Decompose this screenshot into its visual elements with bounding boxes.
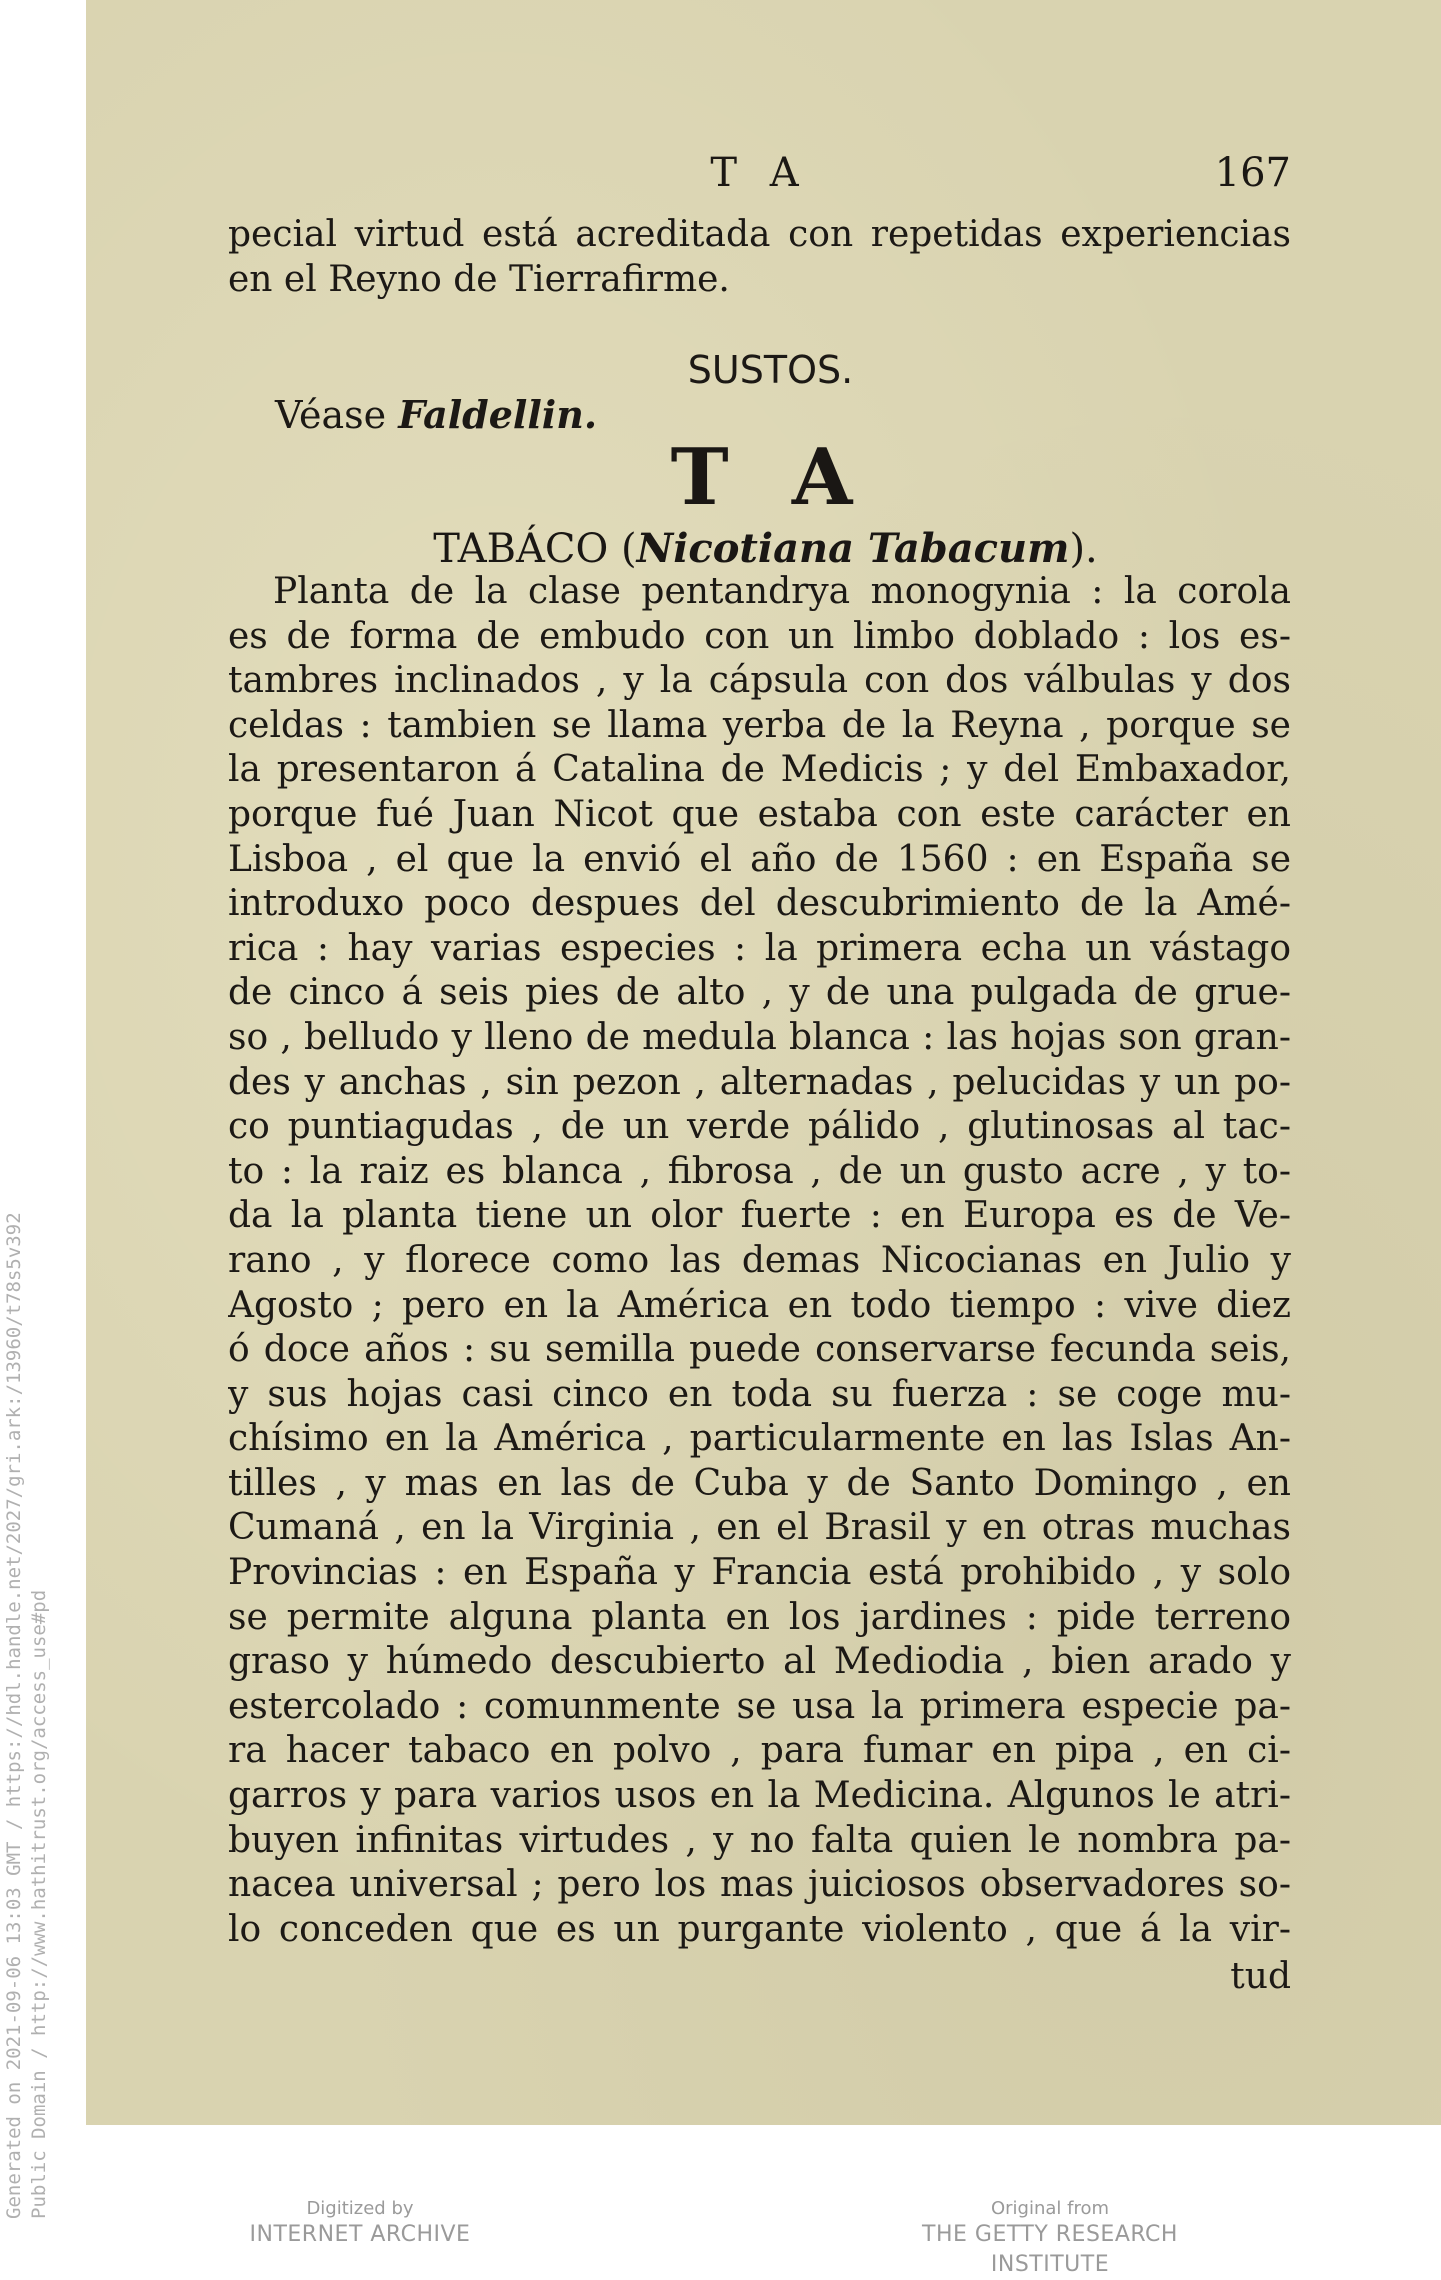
text-line: lo conceden que es un purgante violento , que á la vir-	[228, 1908, 1291, 1950]
text-line: rica : hay varias especies : la primera echa un vástago	[228, 927, 1291, 969]
text-line: porque fué Juan Nicot que estaba con este carácter en	[228, 793, 1291, 835]
text-line: co puntiagudas , de un verde pálido , glutinosas al tac-	[228, 1106, 1291, 1148]
entry-title-word: TABÁCO	[433, 526, 609, 572]
access-stamp-line-2: Public Domain / http://www.hathitrust.org/access_use#pd	[28, 1589, 50, 2219]
text-line: tambres inclinados , y la cápsula con dos válbulas y dos	[228, 660, 1291, 702]
text-line: ra hacer tabaco en polvo , para fumar en pipa , en ci-	[228, 1730, 1291, 1772]
footer-institution-name: THE GETTY RESEARCH INSTITUTE	[922, 2222, 1178, 2277]
text-line: rano , y florece como las demas Nicocianas en Julio y	[228, 1239, 1291, 1281]
entry-heading-sustos: SUSTOS.	[687, 348, 854, 392]
footer-digitizer-name: INTERNET ARCHIVE	[249, 2222, 471, 2247]
text-line: Planta de la clase pentandrya monogynia : la corola	[273, 571, 1291, 612]
text-line: des y anchas , sin pezon , alternadas , pelucidas y un po-	[228, 1061, 1291, 1103]
text-line: Agosto ; pero en la América en todo tiempo : vive diez	[228, 1284, 1291, 1326]
entry-title	[0, 525, 1441, 572]
text-line: tilles , y mas en las de Cuba y de Santo Domingo , en	[228, 1462, 1291, 1504]
access-stamp-line-1: Generated on 2021-09-06 13:03 GMT / https://hdl.handle.net/2027/gri.ark:/13960/t78s5v392	[3, 1212, 25, 2219]
text-line: nacea universal ; pero los mas juiciosos observadores so-	[228, 1864, 1291, 1906]
text-line: Lisboa , el que la envió el año de 1560 : en España se	[228, 838, 1291, 880]
text-line: to : la raiz es blanca , fibrosa , de un gusto acre , y to-	[228, 1150, 1291, 1192]
text-line: garros y para varios usos en la Medicina. Algunos le atri-	[228, 1775, 1291, 1817]
text-line: la presentaron á Catalina de Medicis ; y del Embaxador,	[228, 749, 1291, 791]
text-line: chísimo en la América , particularmente en las Islas An-	[228, 1418, 1291, 1460]
text-line: es de forma de embudo con un limbo doblado : los es-	[228, 615, 1291, 657]
text-line: de cinco á seis pies de alto , y de una pulgada de grue-	[228, 972, 1291, 1014]
text-line: ó doce años : su semilla puede conservarse fecunda seis,	[228, 1329, 1291, 1371]
text-line: so , belludo y lleno de medula blanca : las hojas son gran-	[228, 1016, 1291, 1058]
page-header	[228, 150, 1291, 200]
catchword: tud	[1230, 1956, 1291, 1997]
footer-digitized-by	[240, 2198, 480, 2250]
main-paragraph	[228, 570, 1291, 1952]
text-line: Provincias : en España y Francia está prohibido , y solo	[228, 1552, 1291, 1594]
text-line: Cumaná , en la Virginia , en el Brasil y en otras muchas	[228, 1507, 1291, 1549]
latin-close: ).	[1069, 526, 1098, 572]
latin-name: Nicotiana Tabacum	[636, 525, 1070, 572]
text-line: se permite alguna planta en los jardines : pide terreno	[228, 1596, 1291, 1638]
footer-original-label: Original from	[990, 2198, 1110, 2219]
latin-open: (	[621, 526, 637, 572]
text-line: da la planta tiene un olor fuerte : en Europa es de Ve-	[228, 1195, 1291, 1237]
see-also-target: Faldellin.	[398, 392, 598, 437]
first-paragraph	[228, 213, 1291, 302]
see-also-reference	[275, 392, 597, 437]
text-line: pecial virtud está acreditada con repetidas experiencias	[228, 214, 1291, 255]
page-number: 167	[1214, 150, 1291, 196]
running-head: T A	[710, 150, 809, 196]
footer-digitized-label: Digitized by	[306, 2198, 414, 2219]
text-line: celdas : tambien se llama yerba de la Reyna , porque se	[228, 704, 1291, 746]
text-line: buyen infinitas virtudes , y no falta quien le nombra pa-	[228, 1819, 1291, 1861]
text-line: en el Reyno de Tierrafirme.	[228, 258, 730, 300]
text-line: graso y húmedo descubierto al Mediodia , bien arado y	[228, 1641, 1291, 1683]
access-stamp	[2, 1212, 52, 2219]
text-line: introduxo poco despues del descubrimiento de la Amé-	[228, 883, 1291, 925]
see-also-prefix: Véase	[275, 393, 387, 437]
text-line: y sus hojas casi cinco en toda su fuerza : se coge mu-	[228, 1373, 1291, 1415]
section-letters: T A	[670, 432, 871, 523]
text-line: estercolado : comunmente se usa la primera especie pa-	[228, 1685, 1291, 1727]
footer-original-from	[885, 2198, 1215, 2280]
